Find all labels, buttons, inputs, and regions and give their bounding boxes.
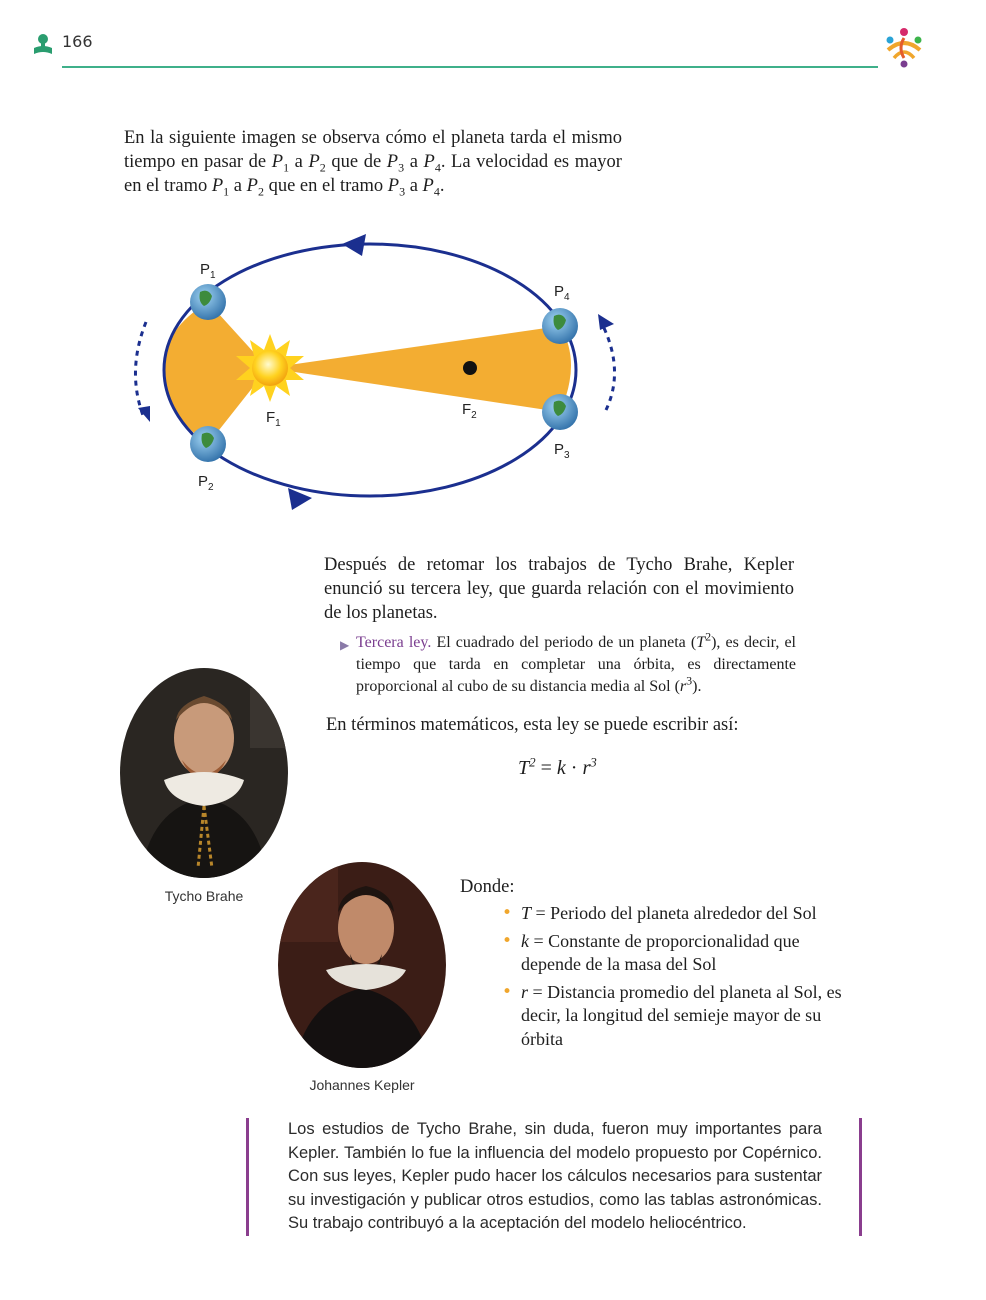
p1-symbol: P <box>271 152 284 172</box>
kepler-orbit-diagram <box>120 222 632 510</box>
book-tree-icon <box>32 32 54 56</box>
definition-item-r <box>500 981 845 1052</box>
p2-symbol: P <box>308 152 320 172</box>
p3-symbol: P <box>386 152 399 172</box>
period-symbol: T <box>696 634 706 651</box>
colorful-figures-logo-icon <box>880 26 928 70</box>
intro-paragraph <box>124 126 622 198</box>
label-f1: $F_1$ <box>266 409 281 429</box>
definition-symbol: r <box>521 981 529 1002</box>
intro-text: que en el tramo <box>263 176 388 196</box>
tycho-brahe-portrait <box>120 668 288 878</box>
area-sector-p3-p4 <box>268 326 571 412</box>
left-border-bar <box>246 1118 249 1236</box>
p4-symbol: P <box>422 176 434 196</box>
orange-bullet-icon: • <box>502 981 513 1002</box>
third-law-term: Tercera ley. <box>356 634 432 651</box>
p2-subscript: 2 <box>257 184 264 199</box>
third-law-text: ), es decir, el tiempo que tarda en completar una órbita, es directamente proporcional al cubo de su distancia media al Sol ( <box>356 634 796 695</box>
p3-subscript: 3 <box>399 184 406 199</box>
third-law-text: El cuadrado del periodo de un planeta ( <box>431 634 697 651</box>
closing-note-box <box>246 1118 862 1238</box>
intro-connector: a <box>405 176 423 196</box>
definition-text: = Distancia promedio del planeta al Sol, es decir, la longitud del semieje mayor de su órbita <box>521 981 842 1049</box>
third-law-definition <box>340 629 796 698</box>
intro-connector: a <box>289 152 309 172</box>
formula-dot: · <box>565 757 583 779</box>
page-number: 166 <box>62 32 93 51</box>
definition-item-k <box>500 930 845 977</box>
p2-symbol: P <box>246 176 258 196</box>
orbit-arrow-top <box>342 234 366 256</box>
label-p1: $P_1$ <box>200 261 216 281</box>
focus-f2-dot <box>463 361 477 375</box>
p3-symbol: P <box>387 176 400 196</box>
orange-bullet-icon: • <box>502 903 513 923</box>
exponent-2: 2 <box>705 629 712 644</box>
formula-k: k <box>556 757 566 779</box>
p3-subscript: 3 <box>398 160 405 175</box>
third-law-text: ). <box>692 678 702 695</box>
intro-text: . <box>439 176 445 196</box>
left-dashed-arrow <box>135 322 146 418</box>
formula-exp2: 2 <box>529 754 536 770</box>
planet-p2-icon <box>190 426 226 462</box>
label-p4: $P_4$ <box>554 283 570 303</box>
p1-subscript: 1 <box>223 184 230 199</box>
p2-subscript: 2 <box>319 160 326 175</box>
header-rule <box>62 66 878 68</box>
p4-subscript: 4 <box>434 160 441 175</box>
closing-paragraph: Los estudios de Tycho Brahe, sin duda, fueron muy importantes para Kepler. También lo fue la influencia del modelo propuesto por Copérnico. Con sus leyes, Kepler pudo hacer los cálculos necesarios para sustentar su investigación y publicar otros estudios, como las tablas astronómicas. Su trabajo contribuyó a la aceptación del modelo heliocéntrico. <box>288 1120 822 1232</box>
radius-symbol: r <box>679 678 687 695</box>
triangle-bullet-icon: ▶ <box>340 638 350 652</box>
formula-r: r <box>582 757 591 779</box>
left-dashed-arrowhead <box>138 406 150 422</box>
tycho-brahe-caption: Tycho Brahe <box>164 888 244 904</box>
intro-connector: a <box>229 176 247 196</box>
intro-text: En la siguiente imagen se observa cómo el planeta tarda el mismo tiempo en pasar de <box>124 128 622 172</box>
exponent-3: 3 <box>686 673 693 688</box>
orange-bullet-icon: • <box>502 930 513 951</box>
definition-text: = Constante de proporcionalidad que depende de la masa del Sol <box>521 930 800 974</box>
definition-symbol: T <box>521 903 532 923</box>
math-intro: En términos matemáticos, esta ley se puede escribir así: <box>326 715 739 735</box>
definition-item-T <box>500 902 845 926</box>
variable-definitions-list <box>500 902 845 1055</box>
label-f2: $F_2$ <box>462 401 477 421</box>
intro-text: . La velocidad es mayor en el tramo <box>124 152 622 196</box>
intro-text: que de <box>325 152 387 172</box>
planet-p4-icon <box>542 308 578 344</box>
kepler-formula <box>518 754 597 780</box>
right-border-bar <box>859 1118 862 1236</box>
definition-symbol: k <box>521 930 529 951</box>
right-dashed-arrowhead <box>598 314 614 330</box>
p1-subscript: 1 <box>283 160 290 175</box>
p1-symbol: P <box>211 176 224 196</box>
formula-equals: = <box>535 757 557 779</box>
planet-p3-icon <box>542 394 578 430</box>
label-p3: $P_3$ <box>554 441 570 461</box>
definition-text: = Periodo del planeta alrededor del Sol <box>531 903 817 923</box>
planet-p1-icon <box>190 284 226 320</box>
intro-connector: a <box>404 152 424 172</box>
p4-subscript: 4 <box>433 184 440 199</box>
johannes-kepler-portrait <box>278 862 446 1068</box>
right-dashed-arrow <box>604 328 615 410</box>
donde-label: Donde: <box>460 877 515 897</box>
kepler-third-law-intro: Después de retomar los trabajos de Tycho Brahe, Kepler enunció su tercera ley, que guarda relación con el movimiento de los planetas. <box>324 555 794 623</box>
formula-T: T <box>518 757 530 779</box>
page-header <box>0 0 986 80</box>
johannes-kepler-caption: Johannes Kepler <box>309 1077 415 1093</box>
label-p2: $P_2$ <box>198 473 214 493</box>
p4-symbol: P <box>423 152 435 172</box>
formula-exp3: 3 <box>590 754 597 770</box>
